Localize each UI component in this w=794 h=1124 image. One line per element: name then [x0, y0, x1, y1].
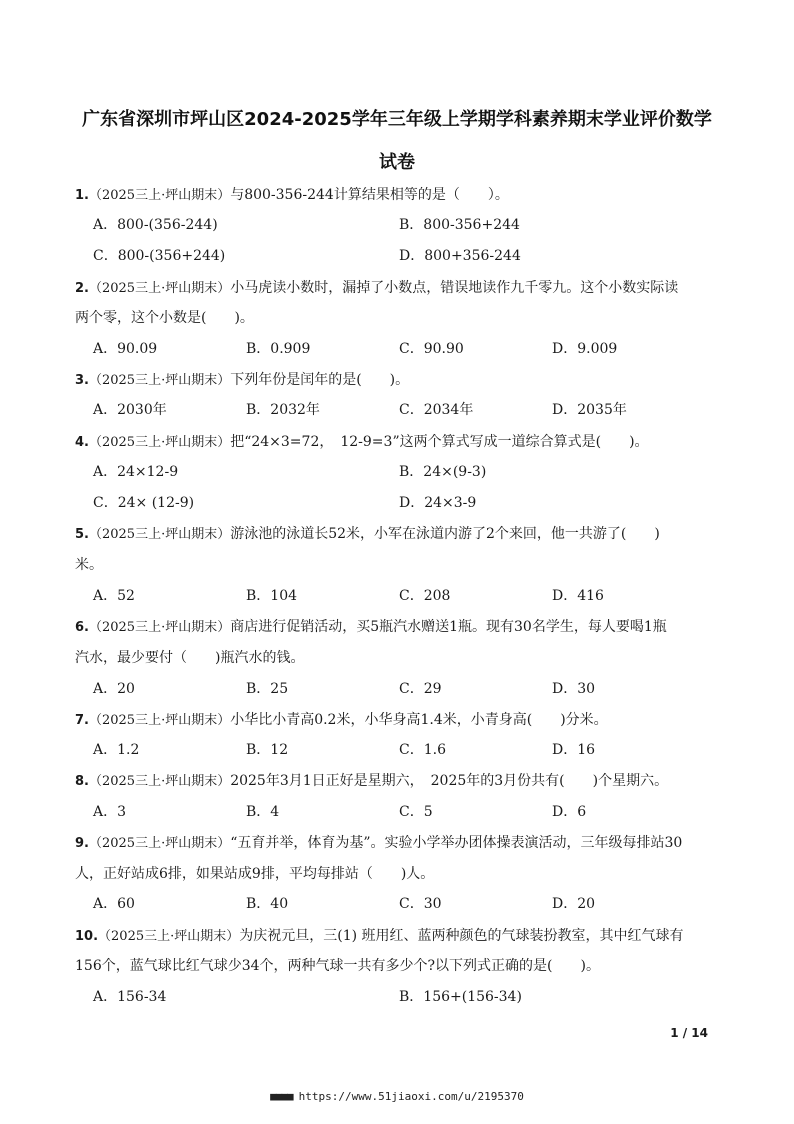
question-number: 4.: [75, 435, 89, 450]
question-9: [75, 835, 715, 852]
option-a[interactable]: A．3: [93, 804, 127, 820]
option-a[interactable]: A．156-34: [93, 989, 167, 1005]
footer-dots: ■■■■: [270, 1090, 293, 1103]
option-a[interactable]: A．1.2: [93, 742, 140, 758]
option-a[interactable]: A．52: [93, 588, 135, 604]
page-title-line1: 广东省深圳市坪山区2024-2025学年三年级上学期学科素养期末学业评价数学: [82, 109, 712, 130]
option-b[interactable]: B．24×(9-3): [399, 464, 487, 480]
option-d[interactable]: D．6: [552, 804, 587, 820]
question-text-line2: 两个零，这个小数是( )。: [75, 310, 254, 326]
option-a[interactable]: A．20: [93, 681, 135, 697]
question-text: 小马虎读小数时，漏掉了小数点，错误地读作九千零九。这个小数实际读: [230, 280, 679, 296]
question-number: 6.: [75, 620, 89, 635]
option-d[interactable]: D．2035年: [552, 402, 627, 418]
question-5: [75, 526, 715, 543]
option-b[interactable]: B．2032年: [246, 402, 320, 418]
option-b[interactable]: B．4: [246, 804, 280, 820]
option-c[interactable]: C．800-(356+244): [93, 248, 226, 264]
question-text: 把“24×3=72， 12-9=3”这两个算式写成一道综合算式是( )。: [230, 434, 649, 450]
question-source: （2025三上·坪山期末）: [88, 435, 231, 450]
option-a[interactable]: A．90.09: [93, 341, 158, 357]
question-source: （2025三上·坪山期末）: [88, 836, 231, 851]
question-number: 5.: [75, 527, 89, 542]
page-number: 1 / 14: [670, 1026, 708, 1040]
question-text: 与800-356-244计算结果相等的是（ ）。: [230, 187, 509, 203]
question-source: （2025三上·坪山期末）: [88, 281, 231, 296]
option-b[interactable]: B．12: [246, 742, 289, 758]
question-number: 8.: [75, 774, 89, 789]
option-b[interactable]: B．25: [246, 681, 289, 697]
page-title-line2: 试卷: [379, 152, 415, 173]
option-b[interactable]: B．800-356+244: [399, 217, 520, 233]
option-d[interactable]: D．416: [552, 588, 604, 604]
option-c[interactable]: C．90.90: [399, 341, 464, 357]
option-a[interactable]: A．24×12-9: [93, 464, 179, 480]
footer-watermark: [0, 1090, 794, 1103]
option-c[interactable]: C．208: [399, 588, 451, 604]
option-b[interactable]: B．0.909: [246, 341, 311, 357]
question-number: 7.: [75, 713, 89, 728]
question-source: （2025三上·坪山期末）: [88, 373, 231, 388]
question-number: 3.: [75, 373, 89, 388]
question-number: 2.: [75, 281, 89, 296]
question-source: （2025三上·坪山期末）: [88, 527, 231, 542]
option-d[interactable]: D．24×3-9: [399, 495, 477, 511]
question-2: [75, 280, 715, 297]
question-4: [75, 434, 715, 451]
option-c[interactable]: C．24× (12-9): [93, 495, 195, 511]
question-number: 9.: [75, 836, 89, 851]
question-source: （2025三上·坪山期末）: [88, 713, 231, 728]
question-text: 小华比小青高0.2米，小华身高1.4米，小青身高( )分米。: [230, 712, 608, 728]
option-d[interactable]: D．9.009: [552, 341, 618, 357]
question-text: 商店进行促销活动，买5瓶汽水赠送1瓶。现有30名学生，每人要喝1瓶: [230, 619, 667, 635]
option-b[interactable]: B．156+(156-34): [399, 989, 522, 1005]
question-text: 为庆祝元旦，三(1) 班用红、蓝两种颜色的气球装扮教室，其中红气球有: [239, 928, 684, 944]
question-text: 下列年份是闰年的是( )。: [230, 372, 410, 388]
option-a[interactable]: A．60: [93, 896, 135, 912]
option-a[interactable]: A．2030年: [93, 402, 167, 418]
question-text: 游泳池的泳道长52米，小军在泳道内游了2个来回，他一共游了( ): [230, 526, 660, 542]
question-1: [75, 187, 715, 204]
option-b[interactable]: B．104: [246, 588, 298, 604]
option-d[interactable]: D．20: [552, 896, 596, 912]
question-text: 2025年3月1日正好是星期六， 2025年的3月份共有( )个星期六。: [230, 773, 669, 789]
option-b[interactable]: B．40: [246, 896, 289, 912]
question-source: （2025三上·坪山期末）: [88, 620, 231, 635]
question-text: “五育并举，体育为基”。实验小学举办团体操表演活动，三年级每排站30: [230, 835, 683, 851]
question-source: （2025三上·坪山期末）: [98, 929, 240, 944]
option-d[interactable]: D．16: [552, 742, 596, 758]
question-8: [75, 773, 715, 790]
option-a[interactable]: A．800-(356-244): [93, 217, 218, 233]
question-text-line2: 米。: [75, 557, 103, 573]
question-source: （2025三上·坪山期末）: [88, 188, 231, 203]
question-number: 10.: [75, 929, 99, 944]
question-text-line2: 156个，蓝气球比红气球少34个，两种气球一共有多少个?以下列式正确的是( )。: [75, 958, 600, 974]
option-c[interactable]: C．5: [399, 804, 433, 820]
option-c[interactable]: C．1.6: [399, 742, 446, 758]
question-text-line2: 汽水，最少要付（ )瓶汽水的钱。: [75, 650, 305, 666]
question-6: [75, 619, 715, 636]
option-c[interactable]: C．29: [399, 681, 442, 697]
option-c[interactable]: C．2034年: [399, 402, 474, 418]
question-text-line2: 人，正好站成6排，如果站成9排，平均每排站（ )人。: [75, 866, 435, 882]
question-number: 1.: [75, 188, 89, 203]
question-7: [75, 712, 715, 729]
question-3: [75, 372, 715, 389]
option-d[interactable]: D．30: [552, 681, 596, 697]
option-c[interactable]: C．30: [399, 896, 442, 912]
question-source: （2025三上·坪山期末）: [88, 774, 231, 789]
option-d[interactable]: D．800+356-244: [399, 248, 521, 264]
footer-url[interactable]: https://www.51jiaoxi.com/u/2195370: [298, 1090, 524, 1103]
question-10: [75, 928, 715, 945]
